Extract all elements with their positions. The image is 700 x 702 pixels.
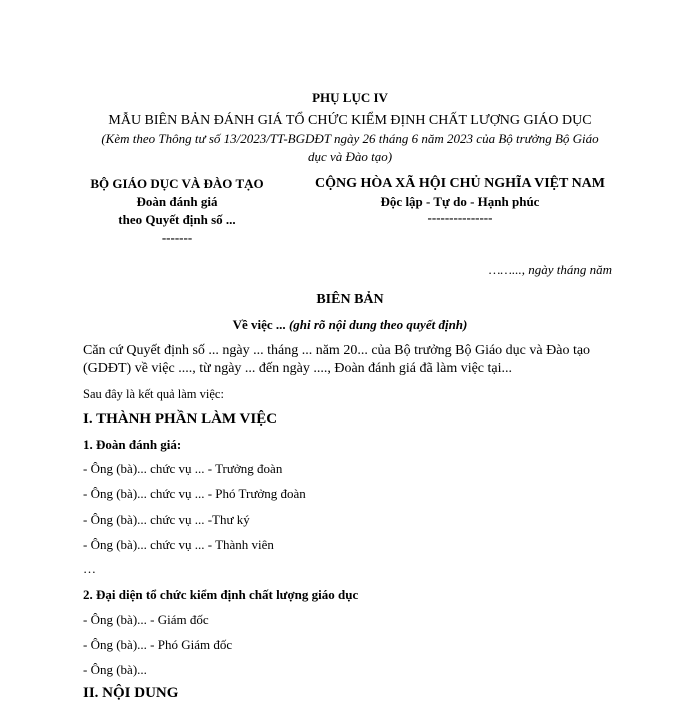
org-member-line: - Ông (bà)... - Giám đốc [83, 612, 209, 627]
appendix-subtitle: MẪU BIÊN BẢN ĐÁNH GIÁ TỔ CHỨC KIỂM ĐỊNH CHẤT LƯỢNG GIÁO DỤC [108, 113, 592, 128]
document-subject [0, 317, 700, 333]
subject-note: (ghi rõ nội dung theo quyết định) [288, 317, 468, 332]
decision-label: theo Quyết định số ... [118, 212, 236, 227]
team-member-line: - Ông (bà)... chức vụ ... - Trưởng đoàn [83, 461, 283, 476]
org-member-line: - Ông (bà)... - Phó Giám đốc [83, 637, 233, 652]
appendix-title: PHỤ LỤC IV [312, 90, 388, 105]
team-member-line: - Ông (bà)... chức vụ ... - Thành viên [83, 537, 274, 552]
section-heading-2: II. NỘI DUNG [83, 685, 179, 701]
document-title: BIÊN BẢN [316, 292, 384, 307]
appendix-note-line1: (Kèm theo Thông tư số 13/2023/TT-BGDĐT ngày 26 tháng 6 năm 2023 của Bộ trưởng Bộ Giáo [101, 131, 599, 146]
list-ellipsis: … [83, 561, 96, 576]
subject-prefix: Về việc ... [232, 317, 289, 332]
team-member-line: - Ông (bà)... chức vụ ... - Phó Trưởng đoàn [83, 486, 306, 501]
result-intro: Sau đây là kết quả làm việc: [83, 387, 224, 401]
nation-name: CỘNG HÒA XÃ HỘI CHỦ NGHĨA VIỆT NAM [314, 176, 605, 191]
left-divider: ------- [161, 230, 193, 245]
appendix-note-line2: dục và Đào tạo) [307, 149, 393, 164]
basis-line-2: (GDĐT) về việc ...., từ ngày ... đến ngày ...., Đoàn đánh giá đã làm việc tại... [83, 361, 513, 376]
national-motto: Độc lập - Tự do - Hạnh phúc [380, 194, 540, 209]
subsection-heading-2: 2. Đại diện tổ chức kiểm định chất lượng giáo dục [83, 587, 359, 602]
org-member-line: - Ông (bà)... [83, 662, 147, 677]
right-divider: --------------- [427, 210, 493, 225]
ministry-name: BỘ GIÁO DỤC VÀ ĐÀO TẠO [90, 176, 264, 191]
team-member-line: - Ông (bà)... chức vụ ... -Thư ký [83, 512, 250, 527]
basis-line-1: Căn cứ Quyết định số ... ngày ... tháng ... năm 20... của Bộ trưởng Bộ Giáo dục và Đào tạo [83, 343, 591, 358]
section-heading-1: I. THÀNH PHẦN LÀM VIỆC [83, 411, 278, 427]
subsection-heading-1: 1. Đoàn đánh giá: [83, 437, 182, 452]
evaluation-team-label: Đoàn đánh giá [136, 194, 218, 209]
date-line: ……..., ngày tháng năm [488, 262, 612, 277]
